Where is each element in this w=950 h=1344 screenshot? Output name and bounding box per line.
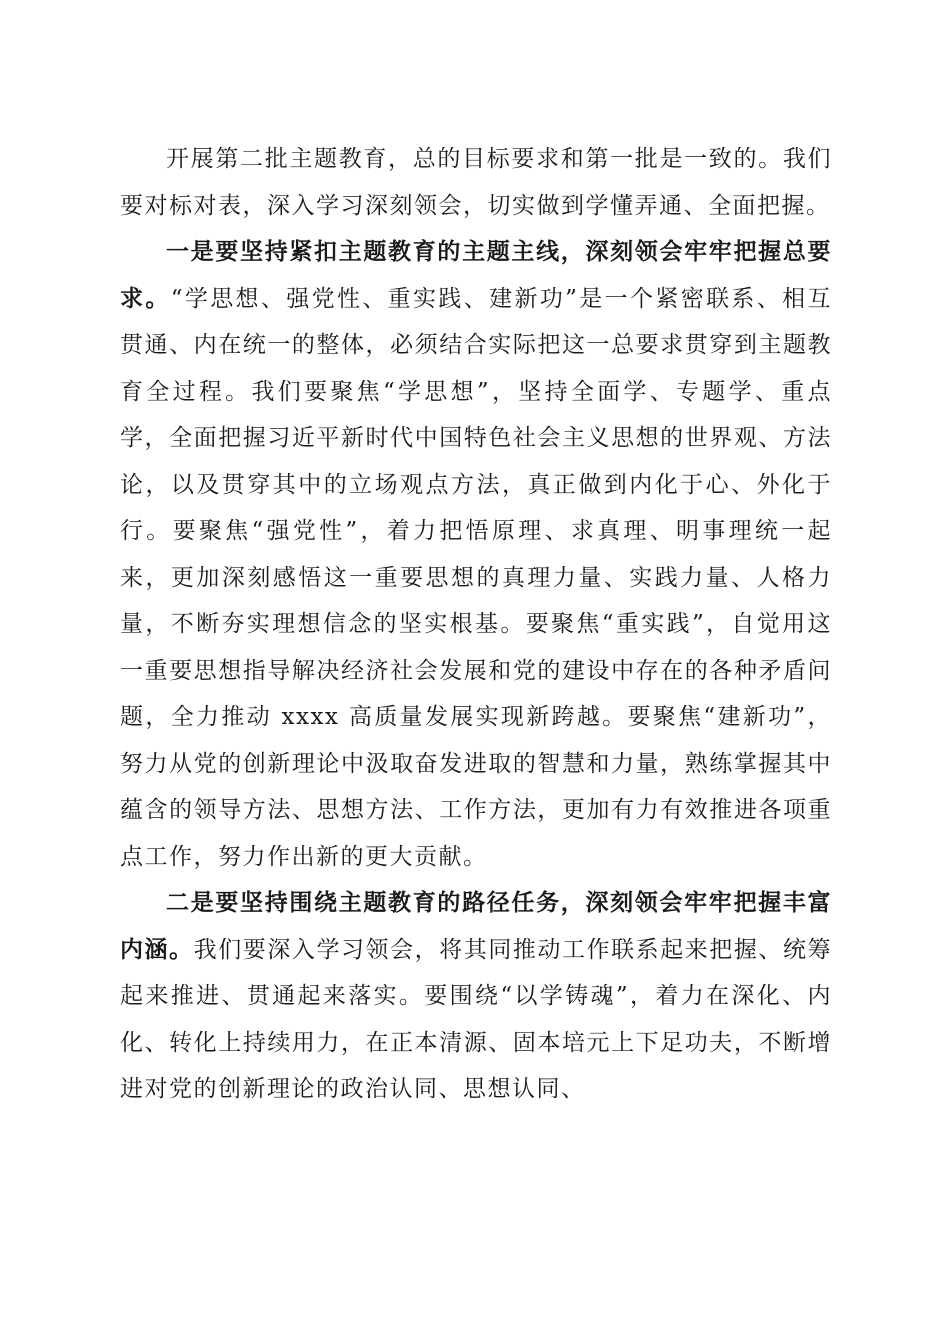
paragraph-text: 我们要深入学习领会，将其同推动工作联系起来把握、统筹起来推进、贯通起来落实。要围绕“以学铸魂”，着力在深化、内化、转化上持续用力，在正本清源、固本培元上下足功夫，不断增进对党的创新理论的政治认同、思想认同、 [120, 936, 833, 1102]
paragraph-lead: 二是要坚持围绕主题教育的路径任务，深刻领会牢牢把握丰富内涵。 [120, 889, 832, 963]
paragraph-point-one [120, 229, 832, 880]
paragraph-text: “学思想、强党性、重实践、建新功”是一个紧密联系、相互贯通、内在统一的整体，必须结合实际把这一总要求贯穿到主题教育全过程。我们要聚焦“学思想”，坚持全面学、专题学、重点学，全面把握习近平新时代中国特色社会主义思想的世界观、方法论，以及贯穿其中的立场观点方法，真正做到内化于心、外化于行。要聚焦“强党性”，着力把悟原理、求真理、明事理统一起来，更加深刻感悟这一重要思想的真理力量、实践力量、人格力量，不断夯实理想信念的坚实根基。要聚焦“重实践”，自觉用这一重要思想指导解决经济社会发展和党的建设中存在的各种矛盾问题，全力推动 xxxx 高质量发展实现新跨越。要聚焦“建新功”，努力从党的创新理论中汲取奋发进取的智慧和力量，熟练掌握其中蕴含的领导方法、思想方法、工作方法，更加有力有效推进各项重点工作，努力作出新的更大贡献。 [120, 285, 832, 870]
document-body [120, 136, 832, 1113]
paragraph-intro [120, 136, 832, 229]
paragraph-point-two [120, 880, 832, 1113]
paragraph-text: 开展第二批主题教育，总的目标要求和第一批是一致的。我们要对标对表，深入学习深刻领会，切实做到学懂弄通、全面把握。 [120, 146, 832, 219]
paragraph-lead: 一是要坚持紧扣主题教育的主题主线，深刻领会牢牢把握总要求。 [120, 238, 832, 312]
